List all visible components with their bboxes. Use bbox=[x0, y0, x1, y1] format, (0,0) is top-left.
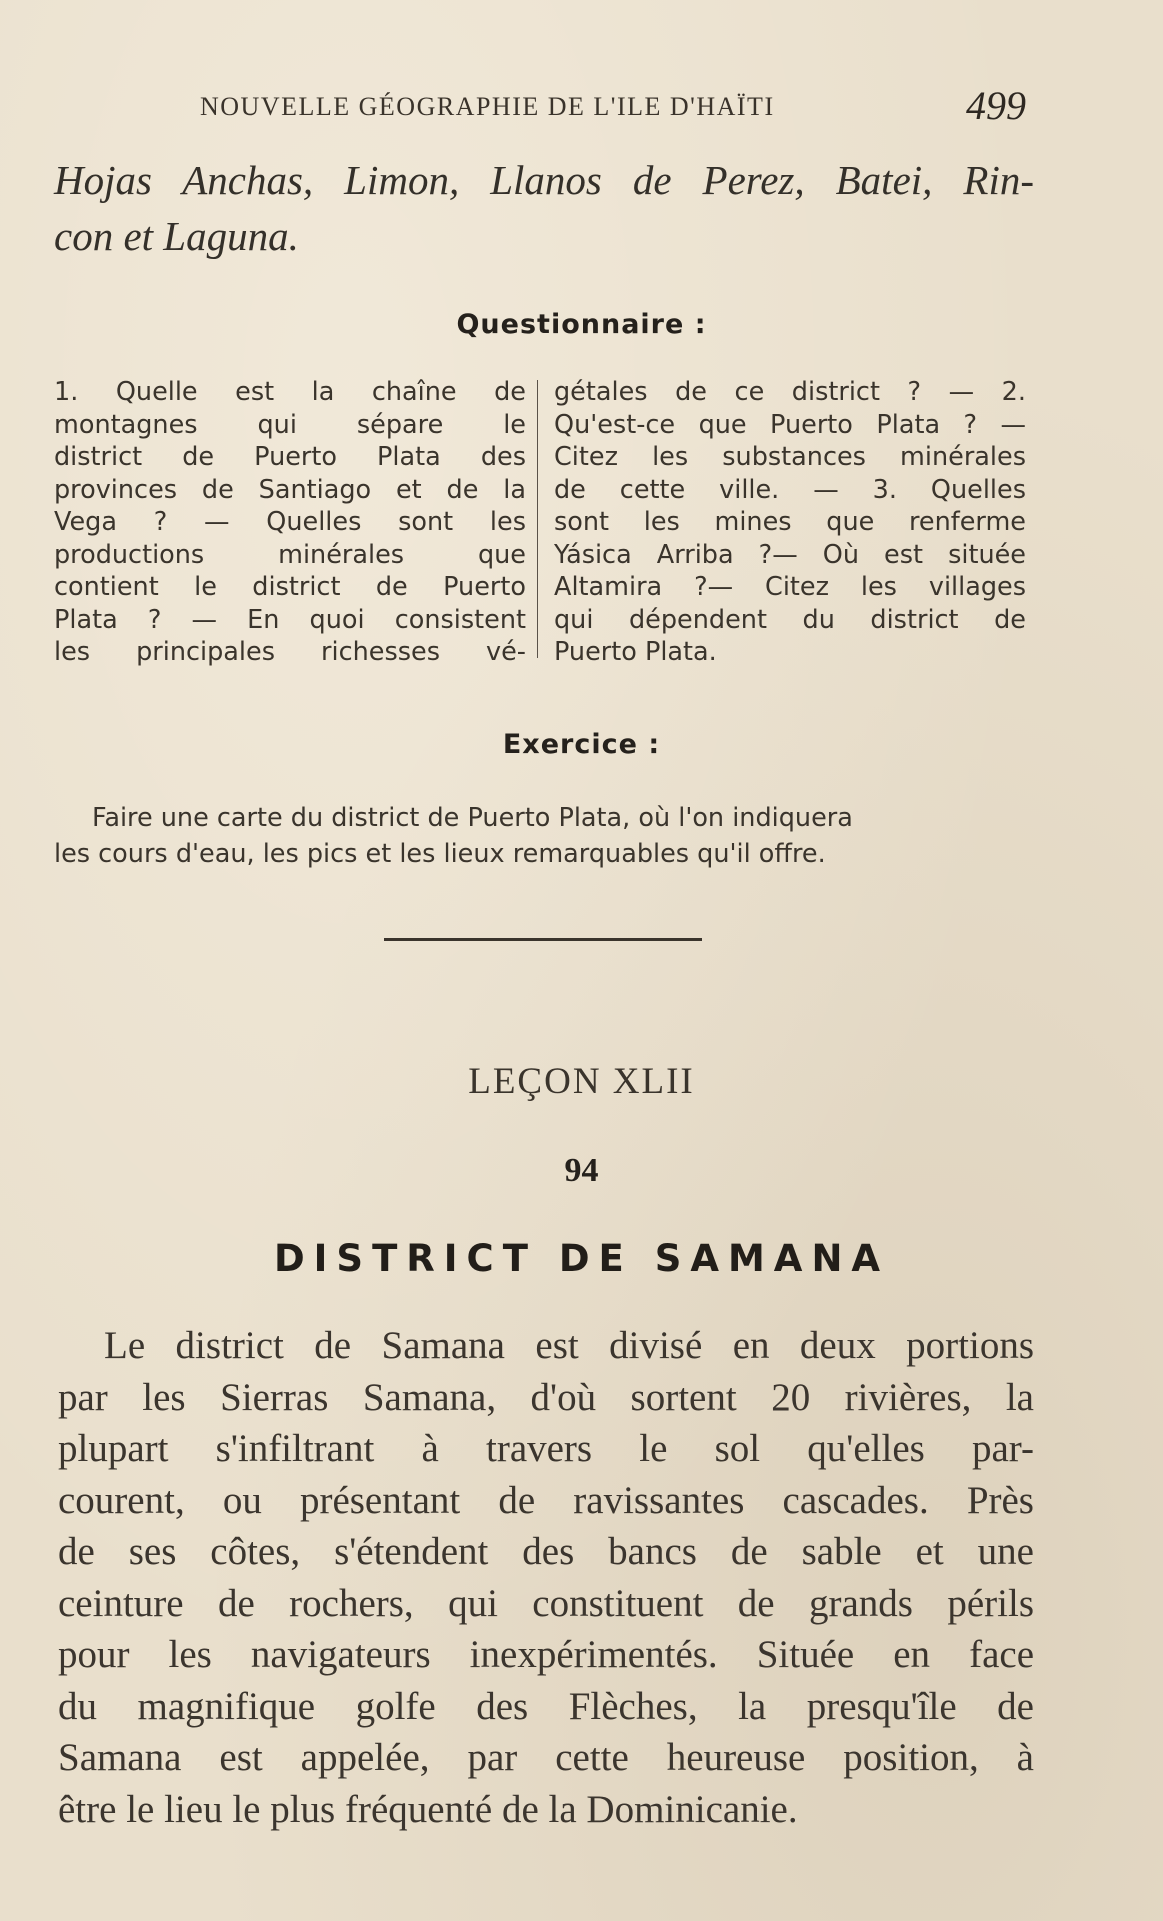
continued-line: con et Laguna. bbox=[54, 213, 299, 259]
running-title: NOUVELLE GÉOGRAPHIE DE L'ILE D'HAÏTI bbox=[200, 92, 775, 121]
questionnaire-line: 1. Quelle est la chaîne de bbox=[54, 377, 526, 407]
questionnaire-columns bbox=[54, 376, 1028, 666]
lesson-number: 94 bbox=[564, 1152, 599, 1189]
body-line: ceinture de rochers, qui constituent de grands périls bbox=[58, 1581, 1034, 1625]
page-number: 499 bbox=[966, 83, 1026, 128]
questionnaire-line: Altamira ?— Citez les villages bbox=[554, 572, 1026, 602]
questionnaire-line: productions minérales que bbox=[54, 539, 526, 570]
body-line: plupart s'infiltrant à travers le sol qu'elles par- bbox=[58, 1427, 1034, 1470]
body-line: Le district de Samana est divisé en deux portions bbox=[104, 1324, 1034, 1367]
exercice-paragraph bbox=[54, 800, 1028, 872]
questionnaire-line: qui dépendent du district de bbox=[554, 604, 1026, 635]
lesson-title: LEÇON XLII bbox=[468, 1061, 695, 1102]
body-line: être le lieu le plus fréquenté de la Dominicanie. bbox=[58, 1787, 798, 1831]
questionnaire-line: montagnes qui sépare le bbox=[54, 409, 526, 440]
running-header bbox=[200, 83, 1026, 128]
continued-paragraph bbox=[54, 152, 1034, 264]
body-line: courent, ou présentant de ravissantes cascades. Près bbox=[58, 1478, 1034, 1522]
body-line: de ses côtes, s'étendent des bancs de sable et une bbox=[58, 1530, 1034, 1573]
questionnaire-left-column bbox=[54, 376, 526, 669]
questionnaire-line: de cette ville. — 3. Quelles bbox=[554, 474, 1026, 505]
exercice-heading: Exercice : bbox=[502, 729, 661, 760]
body-line: pour les navigateurs inexpérimentés. Située en face bbox=[58, 1633, 1034, 1676]
district-title: DISTRICT DE SAMANA bbox=[273, 1237, 890, 1280]
questionnaire-line: Citez les substances minérales bbox=[554, 442, 1026, 472]
questionnaire-line: Plata ? — En quoi consistent bbox=[54, 604, 526, 635]
questionnaire-line: sont les mines que renferme bbox=[554, 507, 1026, 537]
questionnaire-line: Yásica Arriba ?— Où est située bbox=[554, 539, 1026, 570]
questionnaire-line: Vega ? — Quelles sont les bbox=[54, 507, 526, 537]
questionnaire-line: district de Puerto Plata des bbox=[54, 442, 526, 472]
questionnaire-line: gétales de ce district ? — 2. bbox=[554, 377, 1026, 407]
questionnaire-line: les principales richesses vé- bbox=[54, 637, 526, 667]
body-line: du magnifique golfe des Flèches, la presqu'île de bbox=[58, 1684, 1034, 1728]
body-paragraph bbox=[58, 1320, 1034, 1835]
exercice-line: les cours d'eau, les pics et les lieux remarquables qu'il offre. bbox=[54, 839, 826, 869]
questionnaire-line: Qu'est-ce que Puerto Plata ? — bbox=[554, 409, 1026, 440]
questionnaire-line: provinces de Santiago et de la bbox=[54, 474, 526, 505]
questionnaire-heading: Questionnaire : bbox=[456, 309, 707, 340]
body-line: par les Sierras Samana, d'où sortent 20 rivières, la bbox=[58, 1375, 1034, 1419]
continued-line: Hojas Anchas, Limon, Llanos de Perez, Batei, Rin- bbox=[54, 157, 1034, 203]
exercice-line: Faire une carte du district de Puerto Plata, où l'on indiquera bbox=[92, 803, 853, 833]
questionnaire-line: contient le district de Puerto bbox=[54, 572, 526, 602]
column-divider bbox=[537, 380, 538, 658]
questionnaire-right-column bbox=[554, 376, 1026, 669]
questionnaire-line: Puerto Plata. bbox=[554, 637, 717, 667]
body-line: Samana est appelée, par cette heureuse position, à bbox=[58, 1736, 1034, 1779]
section-rule bbox=[384, 938, 702, 941]
